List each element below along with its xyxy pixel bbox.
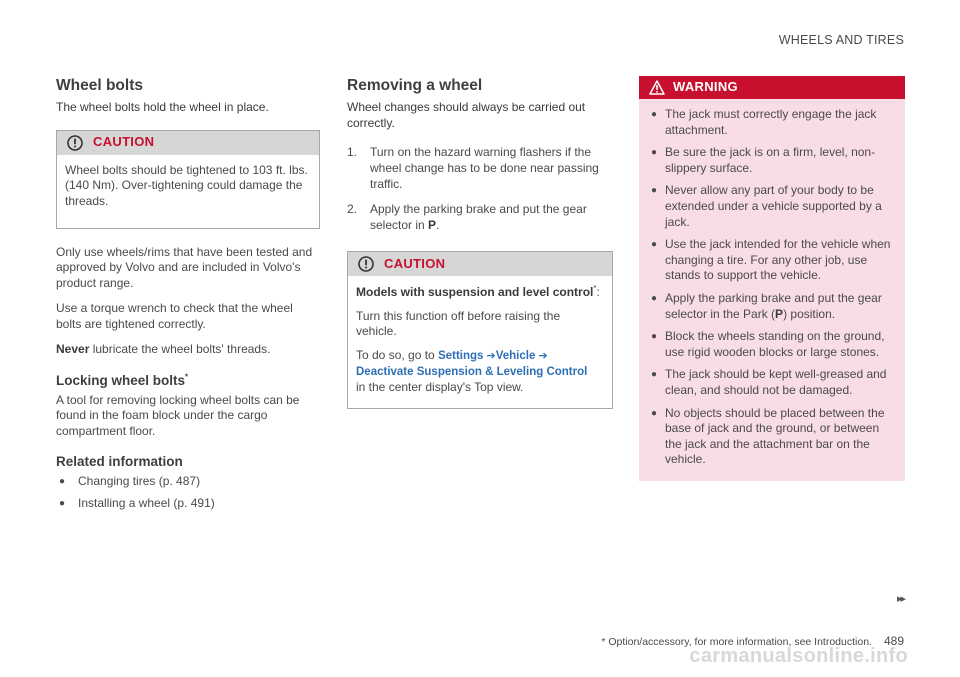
- warning-item: ● Block the wheels standing on the ground, use rigid wooden blocks or large stones.: [651, 329, 885, 359]
- caution-text: Turn this function off before raising the vehicle.: [356, 308, 561, 339]
- column-warning: [639, 76, 905, 481]
- menu-deactivate-suspension[interactable]: Deactivate Suspension & Leveling Control: [356, 366, 588, 379]
- warning-item: ● Never allow any part of your body to be extended under a vehicle supported by a jack.: [651, 183, 882, 229]
- removing-wheel-lead: Wheel changes should always be carried out correctly.: [347, 100, 586, 130]
- caution-heading: Models with suspension and level control*:: [356, 284, 600, 300]
- menu-vehicle[interactable]: Vehicle: [495, 350, 536, 363]
- bullet-icon: ●: [651, 407, 658, 419]
- steps-list: [347, 145, 613, 233]
- never-emphasis: Never: [56, 342, 90, 357]
- exclamation-circle-icon: [358, 256, 374, 272]
- exclamation-circle-icon: [67, 135, 83, 151]
- warning-item: ● Use the jack intended for the vehicle when changing a tire. For any other job, use stands to support the vehicle.: [651, 237, 891, 283]
- warning-header: [639, 76, 905, 99]
- caution-header: [57, 131, 319, 155]
- related-info-title: Related information: [56, 454, 183, 470]
- column-wheel-bolts: [56, 76, 320, 518]
- bullet-icon: ●: [651, 147, 658, 159]
- bullet-icon: ●: [651, 109, 658, 120]
- menu-settings[interactable]: Settings: [438, 350, 484, 363]
- arrow-right-icon: ➔: [535, 350, 548, 363]
- footer-note: * Option/accessory, for more information, see Introduction.: [601, 636, 872, 648]
- suspension-caution-box: [347, 251, 613, 408]
- caution-label: CAUTION: [93, 134, 155, 150]
- warning-item: ● The jack must correctly engage the jack attachment.: [651, 107, 877, 137]
- bullet-icon: ●: [59, 475, 66, 487]
- caution-label: CAUTION: [384, 255, 446, 271]
- page-number: 489: [883, 634, 904, 648]
- arrow-right-icon: ➔: [483, 350, 496, 363]
- warning-item: ● Apply the parking brake and put the gear selector in the Park (P) position.: [651, 290, 882, 321]
- option-asterisk: *: [185, 372, 189, 382]
- bullet-icon: ●: [651, 369, 658, 381]
- warning-item: ● The jack should be kept well-greased and clean, and should not be damaged.: [651, 367, 887, 397]
- bullet-icon: ●: [651, 239, 658, 251]
- warning-list: [639, 99, 905, 481]
- jack-warning-box: [639, 76, 905, 481]
- bullet-icon: ●: [651, 185, 658, 197]
- locking-bolts-title: Locking wheel bolts*: [56, 372, 189, 389]
- step-item: 1. Turn on the hazard warning flashers if the wheel change has to be done near passing traffic.: [347, 145, 599, 191]
- paragraph-approved-rims: Only use wheels/rims that have been tested and approved by Volvo and are included in Volvo's product range.: [56, 244, 313, 290]
- removing-wheel-title: Removing a wheel: [347, 77, 483, 94]
- step-item: 2. Apply the parking brake and put the gear selector in P.: [347, 202, 587, 232]
- warning-item: ● Be sure the jack is on a firm, level, non-slippery surface.: [651, 145, 876, 175]
- wheel-bolts-title: Wheel bolts: [56, 77, 143, 94]
- bullet-icon: ●: [651, 292, 658, 304]
- caution-header: [348, 252, 612, 276]
- bullet-icon: ●: [59, 497, 66, 509]
- bullet-icon: ●: [651, 331, 658, 343]
- caution-text: Wheel bolts should be tightened to 103 ft. lbs. (140 Nm). Over-tightening could damage the threads.: [65, 162, 308, 208]
- warning-triangle-icon: [649, 80, 665, 95]
- caution-menu-path: To do so, go to Settings ➔Vehicle ➔ Deactivate Suspension & Leveling Control in the center display's Top view.: [356, 348, 588, 394]
- wheel-bolts-lead: The wheel bolts hold the wheel in place.: [56, 100, 269, 115]
- section-header: WHEELS AND TIRES: [778, 33, 904, 47]
- watermark: carmanualsonline.info: [689, 645, 908, 667]
- paragraph-torque-wrench: Use a torque wrench to check that the wheel bolts are tightened correctly.: [56, 301, 293, 331]
- column-removing-wheel: [347, 76, 613, 425]
- warning-label: WARNING: [673, 79, 738, 95]
- next-page-icon[interactable]: ▸▸: [896, 593, 904, 605]
- warning-item: ● No objects should be placed between the base of jack and the ground, or between the jack and the attachment bar on the vehicle.: [651, 405, 885, 467]
- locking-bolts-text: A tool for removing locking wheel bolts can be found in the foam block under the cargo compartment floor.: [56, 392, 300, 438]
- related-link-changing-tires[interactable]: ● Changing tires (p. 487): [56, 474, 320, 490]
- related-info-list: [56, 474, 320, 512]
- related-link-installing-wheel[interactable]: ● Installing a wheel (p. 491): [56, 496, 320, 512]
- paragraph-never-lubricate: Never lubricate the wheel bolts' threads.: [56, 342, 271, 357]
- wheel-bolts-caution-box: [56, 130, 320, 229]
